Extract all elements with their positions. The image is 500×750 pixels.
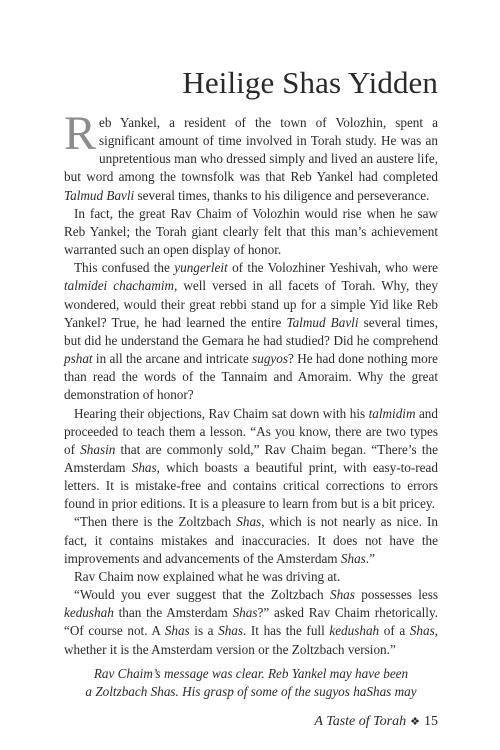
paragraph-6: Rav Chaim now explained what he was driving at. bbox=[74, 568, 341, 584]
page-number: 15 bbox=[424, 714, 438, 729]
text: ?” asked Rav Chaim rhetorically. “Of course not. A bbox=[64, 605, 438, 639]
paragraph-5 bbox=[64, 513, 438, 567]
ornament-icon: ❖ bbox=[410, 716, 420, 728]
text: several times, thanks to his diligence and perseverance. bbox=[134, 187, 430, 203]
text: and proceeded to teach them a lesson. “As you know, there are two types of bbox=[64, 405, 438, 457]
paragraph-2: In fact, the great Rav Chaim of Volozhin would rise when he saw Reb Yankel; the Torah giant clearly felt that this man’s achievement warranted such an open display of honor. bbox=[64, 205, 438, 258]
text: eb Yankel, a resident of the town of Volozhin, spent a significant amount of time involved in Torah study. He was an unpretentious man who dressed simply and lived an austere life, but word among the townsfolk was that Reb Yankel had completed bbox=[64, 115, 438, 185]
paragraph-3 bbox=[64, 259, 438, 404]
italic-term: Shasin bbox=[80, 441, 116, 457]
italic-term: talmidim bbox=[368, 405, 416, 421]
chapter-title: Heilige Shas Yidden bbox=[182, 65, 438, 100]
italic-term: Talmud Bavli bbox=[286, 314, 359, 330]
text: , whether it is the Amsterdam version or the Zoltzbach version.” bbox=[64, 623, 438, 657]
paragraph-4 bbox=[64, 405, 438, 514]
text: This confused the bbox=[74, 260, 175, 276]
summary-line-1: Rav Chaim’s message was clear. Reb Yankel may have been bbox=[93, 665, 409, 681]
text: “Then there is the Zoltzbach bbox=[74, 514, 237, 530]
italic-term: Shas bbox=[218, 623, 244, 639]
text: of a bbox=[379, 623, 410, 639]
summary-line-2: a Zoltzbach Shas. His grasp of some of the sugyos haShas may bbox=[85, 683, 417, 699]
italic-term: talmidei chachamim, bbox=[64, 278, 178, 294]
book-title: A Taste of Torah bbox=[314, 714, 407, 729]
italic-term: sugyos bbox=[252, 351, 289, 367]
italic-summary bbox=[64, 665, 438, 701]
italic-term: Shas bbox=[232, 605, 258, 621]
text: possesses less bbox=[354, 587, 438, 603]
text: is a bbox=[189, 623, 219, 639]
text: in all the arcane and intricate bbox=[92, 351, 253, 367]
italic-term: Talmud Bavli bbox=[64, 187, 135, 203]
text: “Would you ever suggest that the Zoltzbach bbox=[74, 587, 330, 603]
italic-term: kedushah bbox=[64, 605, 114, 621]
text: than the Amsterdam bbox=[113, 605, 233, 621]
text: of the Volozhiner Yeshivah, who were bbox=[227, 260, 438, 276]
italic-term: yungerleit bbox=[174, 260, 228, 276]
text: , which is not nearly as nice. In fact, it contains mistakes and inaccuracies. It does not have the improvements and advancements of the Amsterdam bbox=[64, 514, 438, 566]
italic-term: Shas bbox=[329, 587, 355, 603]
page-body bbox=[64, 64, 438, 701]
text: .” bbox=[365, 550, 375, 566]
text: several times, but did he understand the Gemara he had studied? Did he comprehend bbox=[64, 314, 438, 348]
text: Hearing their objections, Rav Chaim sat down with his bbox=[74, 405, 369, 421]
italic-term: Shas bbox=[131, 459, 157, 475]
text: well versed in all facets of Torah. Why, they wondered, would their great rebbi stand up for a simple Yid like Reb Yankel? True, he had learned the entire bbox=[64, 278, 438, 330]
text: that are commonly sold,” Rav Chaim began. “There’s the Amsterdam bbox=[64, 441, 438, 475]
paragraph-7 bbox=[64, 586, 438, 659]
text: ? He had done nothing more than read the words of the Tannaim and Amoraim. Why the great demonstration of honor? bbox=[64, 351, 438, 403]
text: . It has the full bbox=[243, 623, 330, 639]
italic-term: Shas bbox=[409, 623, 435, 639]
italic-term: Shas bbox=[164, 623, 190, 639]
italic-term: pshat bbox=[64, 351, 93, 367]
text: , which boasts a beautiful print, with easy-to-read letters. It is mistake-free and contains critical corrections to errors found in prior editions. It is a pleasure to learn from but is a bit pricey. bbox=[64, 459, 438, 512]
italic-term: Shas bbox=[340, 550, 366, 566]
running-footer bbox=[314, 713, 438, 731]
italic-term: kedushah bbox=[329, 623, 380, 639]
paragraph-1 bbox=[64, 107, 438, 205]
italic-term: Shas bbox=[236, 514, 262, 530]
drop-cap: R bbox=[64, 107, 97, 160]
